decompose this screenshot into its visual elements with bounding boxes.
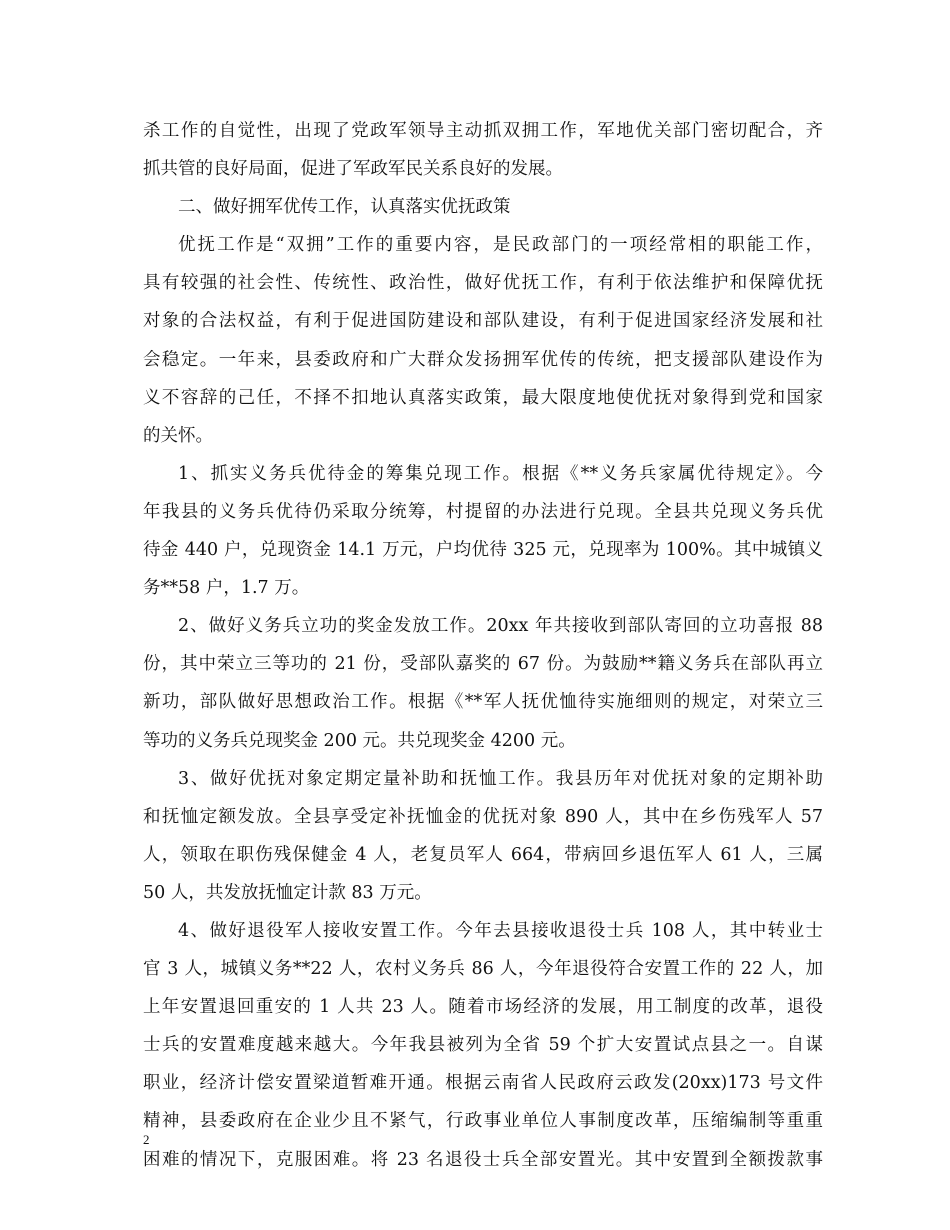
page-number: 2 [143,1132,150,1147]
text-line: 杀工作的自觉性，出现了党政军领导主动抓双拥工作，军地优关部门密切配合，齐 [143,121,823,141]
text-line: 精神，县委政府在企业少且不紧气，行政事业单位人事制度改革，压缩编制等重重 [143,1111,823,1132]
text-line: 4、做好退役军人接收安置工作。今年去县接收退役士兵 108 人，其中转业士 [178,920,823,941]
text-line: 份，其中荣立三等功的 21 份，受部队嘉奖的 67 份。为鼓励**籍义务兵在部队再立 [143,654,823,675]
text-line: 上年安置退回重安的 1 人共 23 人。随着市场经济的发展，用工制度的改革，退役 [143,997,823,1018]
text-line: 50 人，共发放抚恤定计款 83 万元。 [143,882,432,903]
document-body [143,112,823,1179]
text-line: 人，领取在职伤残保健金 4 人，老复员军人 664，带病回乡退伍军人 61 人，三属 [143,844,823,865]
text-line: 职业，经济计偿安置梁道暂难开通。根据云南省人民政府云政发(20xx)173 号文件 [143,1073,823,1094]
text-line: 的关怀。 [143,425,213,446]
text-line: 二、做好拥军优传工作，认真落实优抚政策 [178,197,511,218]
text-line: 和抚恤定额发放。全县享受定补抚恤金的优抚对象 890 人，其中在乡伤残军人 57 [143,806,823,827]
text-line: 义不容辞的己任，不择不扣地认真落实政策，最大限度地使优抚对象得到党和国家 [143,387,823,408]
text-line: 等功的义务兵兑现奖金 200 元。共兑现奖金 4200 元。 [143,730,576,751]
text-line: 3、做好优抚对象定期定量补助和抚恤工作。我县历年对优抚对象的定期补助 [178,768,823,789]
text-line: 士兵的安置难度越来越大。今年我县被列为全省 59 个扩大安置试点县之一。自谋 [143,1035,823,1056]
text-line: 2、做好义务兵立功的奖金发放工作。20xx 年共接收到部队寄回的立功喜报 88 [178,616,823,637]
text-line: 困难的情况下，克服困难。将 23 名退役士兵全部安置光。其中安置到全额拨款事 [143,1149,823,1170]
text-line: 具有较强的社会性、传统性、政治性，做好优抚工作，有利于依法维护和保障优抚 [143,273,823,294]
text-line: 1、抓实义务兵优待金的筹集兑现工作。根据《**义务兵家属优待规定》。今 [178,463,823,484]
text-line: 优抚工作是“双拥”工作的重要内容，是民政部门的一项经常相的职能工作， [178,235,823,256]
text-line: 官 3 人，城镇义务**22 人，农村义务兵 86 人，今年退役符合安置工作的 22 人，加 [143,959,823,980]
text-line: 务**58 户，1.7 万。 [143,578,310,599]
text-line: 抓共管的良好局面，促进了军政军民关系良好的发展。 [143,159,563,180]
text-line: 待金 440 户，兑现资金 14.1 万元，户均优待 325 元，兑现率为 100%。其中城镇义 [143,540,823,561]
text-line: 对象的合法权益，有利于促进国防建设和部队建设，有利于促进国家经济发展和社 [143,311,823,332]
text-line: 会稳定。一年来，县委政府和广大群众发扬拥军优传的传统，把支援部队建设作为 [143,349,823,370]
text-line: 新功，部队做好思想政治工作。根据《**军人抚优恤待实施细则的规定，对荣立三 [143,692,823,713]
text-line: 年我县的义务兵优待仍采取分统筹，村提留的办法进行兑现。全县共兑现义务兵优 [143,501,823,522]
